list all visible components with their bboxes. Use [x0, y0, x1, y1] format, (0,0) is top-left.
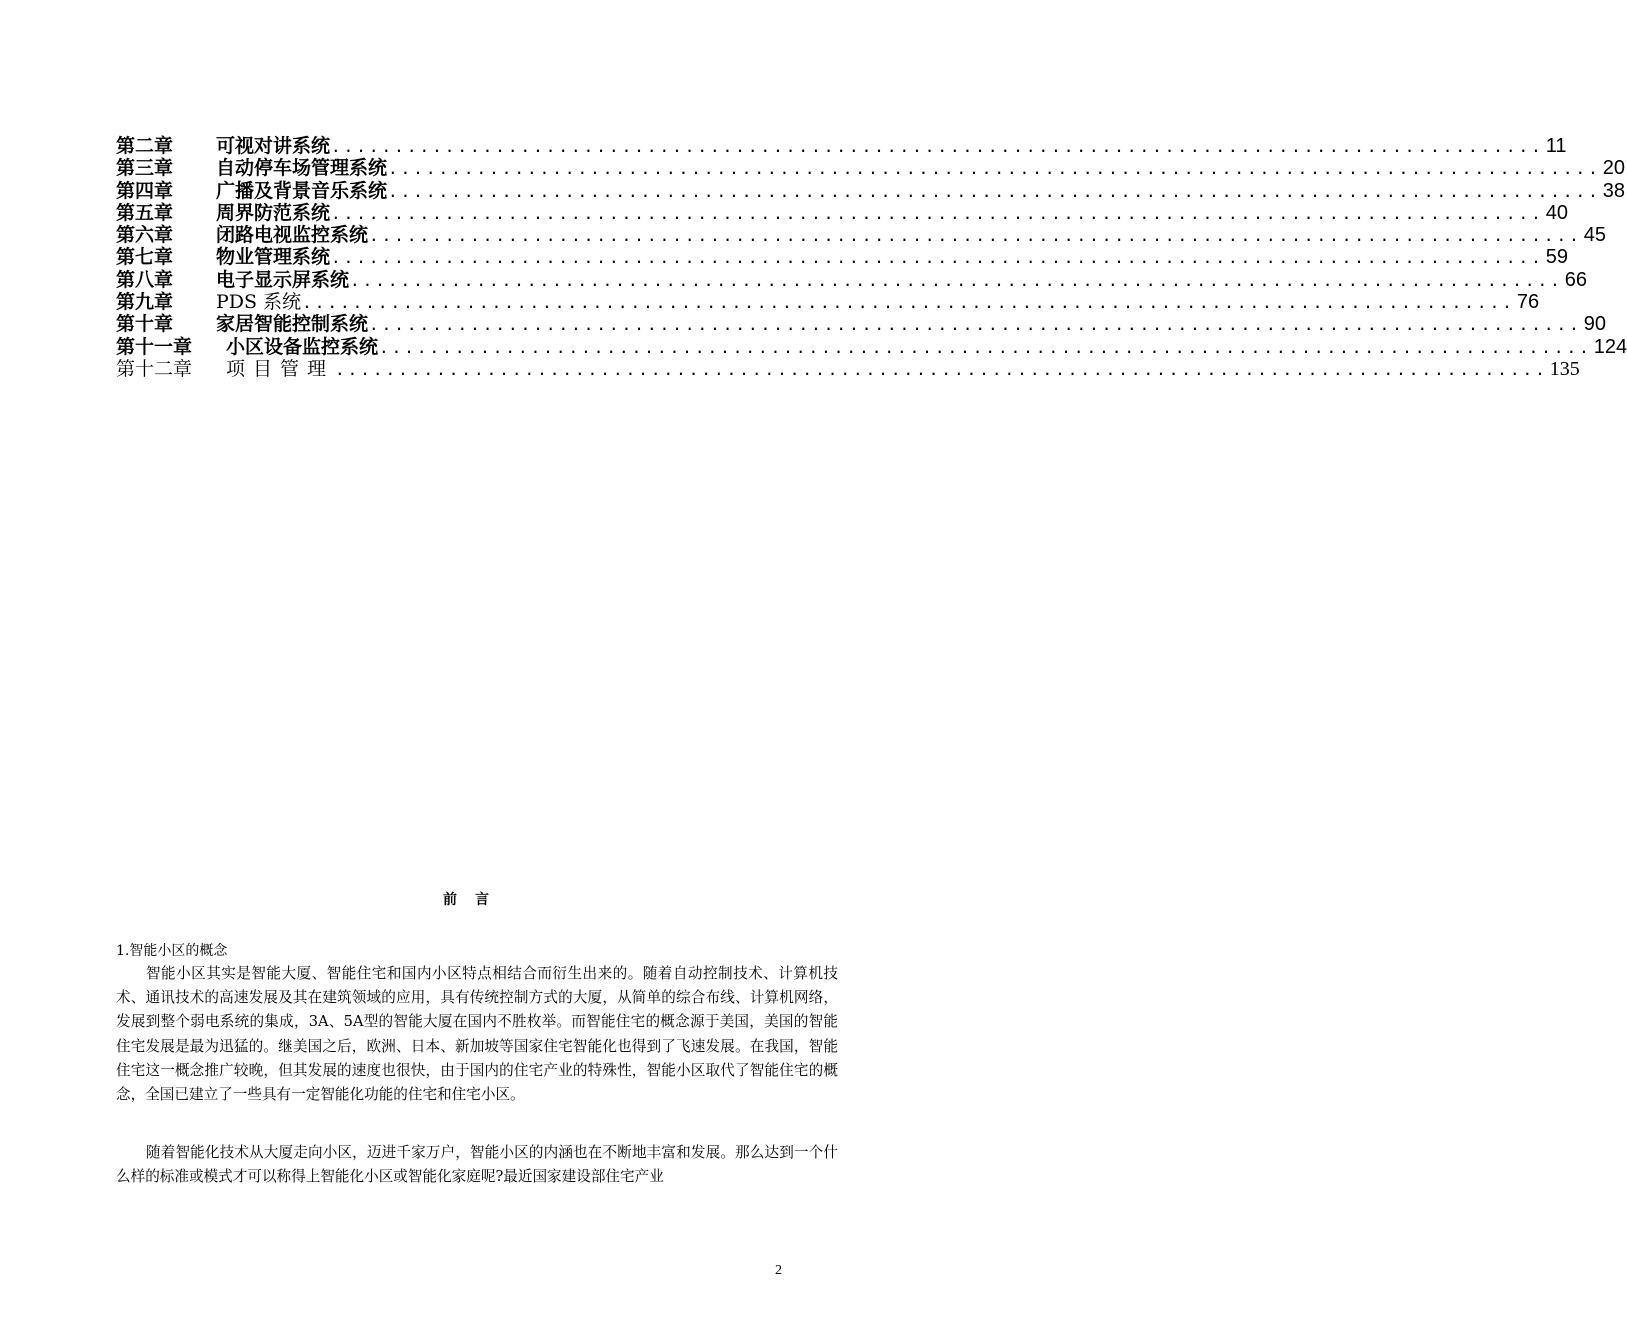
toc-entry-chapter-3[interactable]	[116, 157, 1626, 180]
toc-chapter-title: 周界防范系统	[216, 201, 331, 224]
toc-entry-chapter-9[interactable]	[116, 291, 1540, 314]
toc-entry-chapter-6[interactable]	[116, 224, 1607, 247]
toc-leader-dots: ................................................................................................	[369, 226, 1582, 246]
toc-chapter-title: 电子显示屏系统	[216, 268, 350, 291]
preface-heading: 前言	[443, 892, 507, 908]
toc-chapter-label: 第十章	[116, 313, 174, 336]
toc-chapter-title: 物业管理系统	[216, 246, 331, 269]
toc-entry-chapter-10[interactable]	[116, 313, 1607, 336]
toc-chapter-label: 第二章	[116, 135, 174, 157]
toc-chapter-title: PDS 系统	[216, 291, 302, 314]
toc-page-number: 59	[1545, 246, 1569, 269]
toc-entry-chapter-5[interactable]	[116, 201, 1569, 224]
toc-page-number: 45	[1583, 224, 1607, 247]
toc-leader-dots: ................................................................................................	[335, 359, 1548, 379]
toc-chapter-label: 第四章	[116, 179, 174, 202]
toc-leader-dots: ................................................................................................	[302, 293, 1515, 313]
toc-chapter-label: 第六章	[116, 224, 174, 247]
toc-page-number: 66	[1564, 268, 1588, 291]
toc-chapter-title: 广播及背景音乐系统	[216, 179, 388, 202]
toc-leader-dots: ................................................................................................	[331, 203, 1544, 223]
page-number: 2	[775, 1263, 782, 1278]
section-heading: 1.智能小区的概念	[116, 943, 228, 959]
toc-page-number: 20	[1602, 157, 1626, 180]
toc-chapter-title: 家居智能控制系统	[216, 313, 369, 336]
toc-leader-dots: ................................................................................................	[379, 337, 1592, 357]
toc-page-number: 135	[1549, 357, 1580, 380]
toc-entry-chapter-4[interactable]	[116, 179, 1626, 202]
toc-entry-chapter-7[interactable]	[116, 246, 1569, 269]
toc-chapter-label: 第三章	[116, 157, 174, 180]
toc-chapter-label: 第十二章	[116, 357, 193, 380]
toc-page-number: 124	[1593, 335, 1627, 358]
toc-page-number: 90	[1583, 313, 1607, 336]
toc-entry-chapter-8[interactable]	[116, 268, 1588, 291]
toc-leader-dots: ................................................................................................	[388, 159, 1601, 179]
toc-leader-dots: ................................................................................................	[331, 248, 1544, 268]
toc-leader-dots: ................................................................................................	[350, 270, 1563, 290]
toc-page-number: 76	[1516, 291, 1540, 314]
toc-leader-dots: ................................................................................................	[388, 181, 1601, 201]
toc-entry-chapter-2[interactable]	[116, 135, 1567, 157]
table-of-contents	[116, 135, 1627, 380]
toc-entry-chapter-11[interactable]	[116, 335, 1627, 358]
toc-chapter-label: 第七章	[116, 246, 174, 269]
toc-page-number: 40	[1545, 201, 1569, 224]
toc-chapter-label: 第十一章	[116, 335, 193, 358]
toc-chapter-title: 小区设备监控系统	[226, 335, 379, 358]
toc-chapter-title: 闭路电视监控系统	[216, 224, 369, 247]
toc-chapter-label: 第九章	[116, 291, 174, 314]
toc-page-number: 38	[1602, 179, 1626, 202]
toc-chapter-label: 第五章	[116, 201, 174, 224]
toc-entry-chapter-12[interactable]	[116, 357, 1580, 380]
toc-chapter-title: 自动停车场管理系统	[216, 157, 388, 180]
body-paragraph: 随着智能化技术从大厦走向小区，迈进千家万户，智能小区的内涵也在不断地丰富和发展。那么达到一个什么样的标准或模式才可以称得上智能化小区或智能化家庭呢?最近国家建设部住宅产业	[116, 1144, 838, 1186]
body-paragraph: 智能小区其实是智能大厦、智能住宅和国内小区特点相结合而衍生出来的。随着自动控制技术、计算机技术、通讯技术的高速发展及其在建筑领域的应用，具有传统控制方式的大厦，从简单的综合布线、计算机网络，发展到整个弱电系统的集成，3A、5A型的智能大厦在国内不胜枚举。而智能住宅的概念源于美国，美国的智能住宅发展是最为迅猛的。继美国之后，欧洲、日本、新加坡等国家住宅智能化也得到了飞速发展。在我国，智能住宅这一概念推广较晚，但其发展的速度也很快，由于国内的住宅产业的特殊性，智能小区取代了智能住宅的概念，全国已建立了一些具有一定智能化功能的住宅和住宅小区。	[116, 965, 838, 1104]
toc-leader-dots: ................................................................................................	[331, 137, 1544, 156]
toc-leader-dots: ................................................................................................	[369, 315, 1582, 335]
toc-chapter-title: 可视对讲系统	[216, 135, 331, 157]
toc-chapter-title: 项目管理	[226, 357, 335, 380]
toc-page-number: 11	[1545, 135, 1567, 157]
toc-chapter-label: 第八章	[116, 268, 174, 291]
